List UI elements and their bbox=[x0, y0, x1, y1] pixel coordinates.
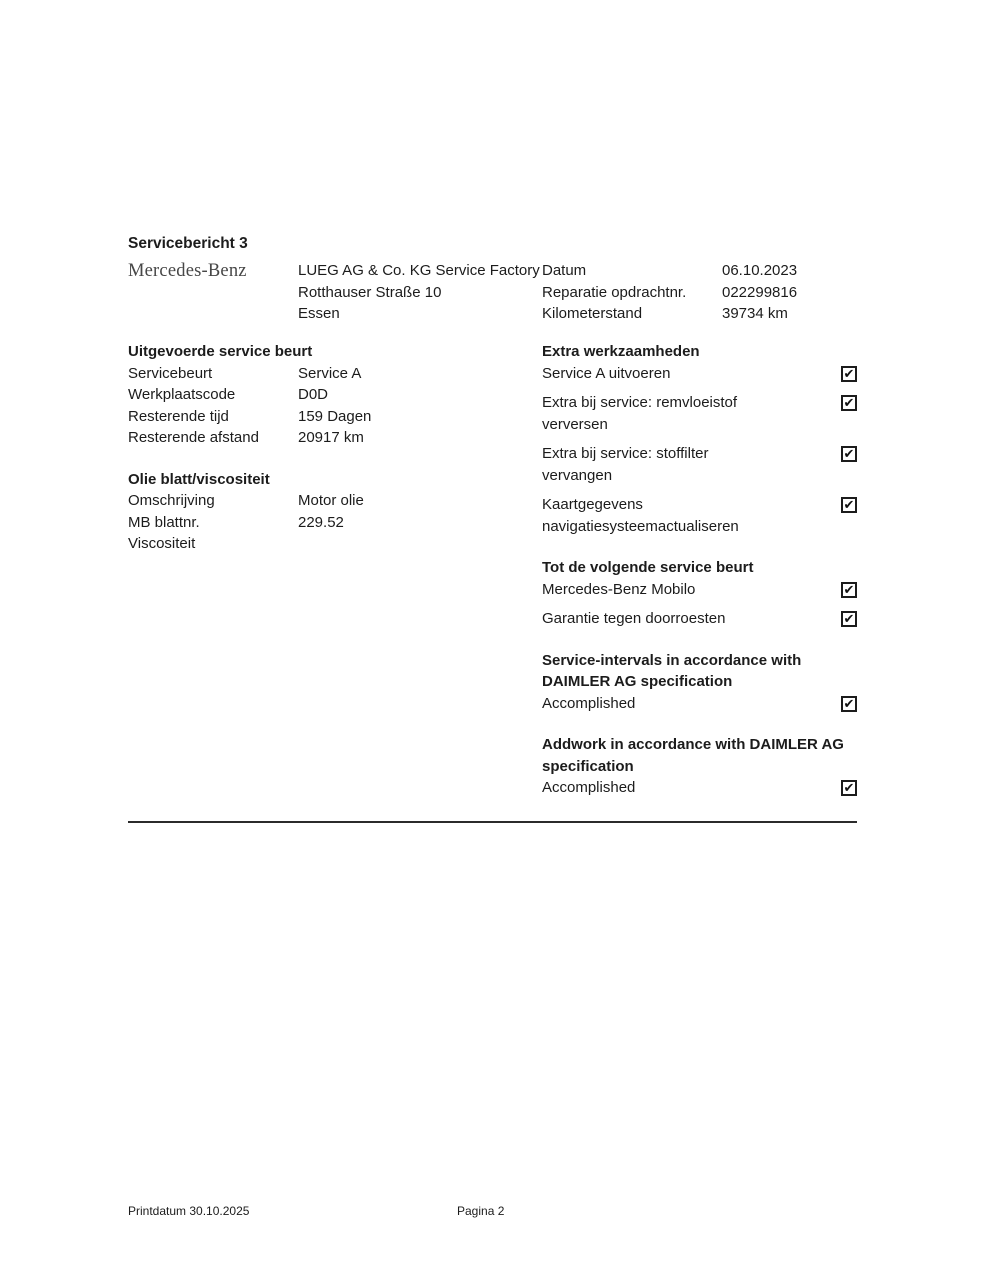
field-label: Viscositeit bbox=[128, 535, 196, 552]
field-row bbox=[128, 512, 530, 534]
meta-row-repair-order bbox=[542, 282, 858, 304]
page-number: Pagina 2 bbox=[457, 1204, 505, 1218]
report-header bbox=[128, 260, 858, 325]
check-mark-icon: ✔ bbox=[843, 581, 855, 597]
dealer-street: Rotthauser Straße 10 bbox=[298, 283, 442, 301]
meta-row-date bbox=[542, 260, 858, 282]
field-label: Datum bbox=[542, 262, 587, 279]
checklist-item-label: Garantie tegen doorroesten bbox=[542, 610, 726, 627]
field-row bbox=[128, 533, 530, 555]
report-meta bbox=[542, 260, 858, 325]
field-row bbox=[128, 490, 530, 512]
section-until-next-service bbox=[542, 557, 857, 630]
field-value: 229.52 bbox=[298, 513, 344, 531]
section-heading: Addwork in accordance with DAIMLER AG specification bbox=[542, 736, 844, 775]
check-mark-icon: ✔ bbox=[843, 695, 855, 711]
section-heading: Uitgevoerde service beurt bbox=[128, 343, 313, 360]
section-oil-sheet bbox=[128, 469, 530, 555]
field-value: D0D bbox=[298, 386, 329, 403]
mercedes-benz-wordmark: Mercedes-Benz bbox=[128, 261, 247, 281]
section-heading: Service-intervals in accordance with DAIMLER AG specification bbox=[542, 651, 802, 690]
checklist-item-label: Accomplished bbox=[542, 779, 636, 796]
field-value: 39734 km bbox=[722, 305, 788, 322]
checklist-item-label: Accomplished bbox=[542, 694, 636, 712]
checklist-item bbox=[542, 579, 857, 601]
page-title: Servicebericht 3 bbox=[128, 235, 248, 252]
field-label: Omschrijving bbox=[128, 492, 215, 509]
field-label: Resterende afstand bbox=[128, 429, 259, 446]
print-date: Printdatum 30.10.2025 bbox=[128, 1204, 250, 1218]
checked-checkbox bbox=[841, 366, 857, 382]
field-value: 20917 km bbox=[298, 429, 364, 446]
checklist-item bbox=[542, 693, 857, 715]
checklist-item bbox=[542, 494, 857, 537]
section-heading: Tot de volgende service beurt bbox=[542, 559, 754, 576]
checklist-item-label: Extra bij service: stoffilter vervangen bbox=[542, 445, 709, 484]
field-label: Servicebeurt bbox=[128, 364, 213, 382]
dealer-name: LUEG AG & Co. KG Service Factory bbox=[298, 262, 540, 279]
section-service-intervals bbox=[542, 650, 857, 715]
checked-checkbox bbox=[841, 582, 857, 598]
checklist-item-label: Kaartgegevens navigatiesysteemactualiseren bbox=[542, 496, 739, 535]
checklist-item bbox=[542, 363, 857, 385]
field-value: 06.10.2023 bbox=[722, 262, 798, 279]
divider-line bbox=[128, 821, 857, 823]
checklist-item-label: Extra bij service: remvloeistof verversen bbox=[542, 394, 738, 433]
meta-row-odometer bbox=[542, 303, 858, 325]
checked-checkbox bbox=[841, 696, 857, 712]
field-row bbox=[128, 384, 530, 406]
field-value: 022299816 bbox=[722, 283, 798, 301]
field-label: Resterende tijd bbox=[128, 407, 229, 425]
dealer-city: Essen bbox=[298, 305, 340, 322]
checklist-item bbox=[542, 777, 857, 799]
checklist-item-label: Service A uitvoeren bbox=[542, 364, 671, 382]
section-heading: Olie blatt/viscositeit bbox=[128, 470, 270, 488]
field-row bbox=[128, 406, 530, 428]
field-label: Werkplaatscode bbox=[128, 386, 236, 403]
dealer-address bbox=[298, 260, 542, 325]
field-label: Kilometerstand bbox=[542, 305, 643, 322]
checklist-item bbox=[542, 443, 857, 486]
section-performed-service bbox=[128, 341, 530, 449]
check-mark-icon: ✔ bbox=[843, 497, 855, 512]
checklist-item bbox=[542, 392, 857, 435]
check-mark-icon: ✔ bbox=[843, 611, 855, 626]
checked-checkbox bbox=[841, 395, 857, 411]
field-label: MB blattnr. bbox=[128, 513, 200, 531]
checked-checkbox bbox=[841, 497, 857, 513]
field-label: Reparatie opdrachtnr. bbox=[542, 283, 687, 301]
check-mark-icon: ✔ bbox=[843, 780, 855, 795]
checklist-item bbox=[542, 608, 857, 630]
field-value bbox=[298, 533, 530, 555]
section-addwork bbox=[542, 734, 857, 799]
check-mark-icon: ✔ bbox=[843, 446, 855, 461]
right-column bbox=[542, 341, 857, 799]
check-mark-icon: ✔ bbox=[843, 365, 855, 381]
field-value: Service A bbox=[298, 364, 362, 382]
section-heading: Extra werkzaamheden bbox=[542, 343, 700, 360]
checklist-item-label: Mercedes-Benz Mobilo bbox=[542, 580, 696, 598]
field-row bbox=[128, 363, 530, 385]
section-extra-work bbox=[542, 341, 857, 537]
checked-checkbox bbox=[841, 611, 857, 627]
field-value: Motor olie bbox=[298, 492, 364, 509]
check-mark-icon: ✔ bbox=[843, 395, 855, 410]
field-row bbox=[128, 427, 530, 449]
checked-checkbox bbox=[841, 780, 857, 796]
field-value: 159 Dagen bbox=[298, 407, 372, 425]
left-column bbox=[128, 341, 530, 555]
checked-checkbox bbox=[841, 446, 857, 462]
